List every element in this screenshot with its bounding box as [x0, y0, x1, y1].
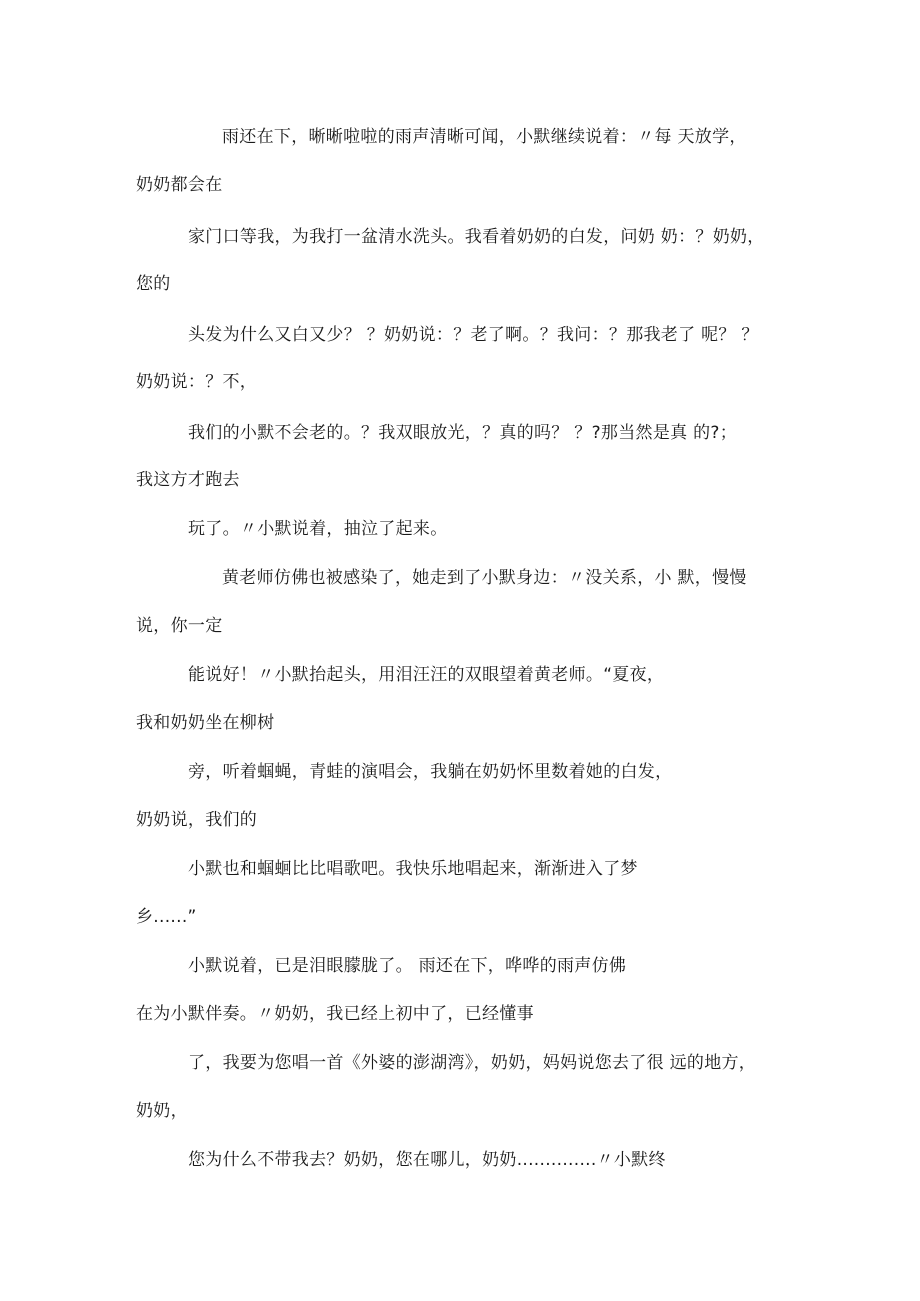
- text-line: 您为什么不带我去？奶奶，您在哪儿，奶奶..............〃小默终: [188, 1150, 666, 1170]
- text-line: 在为小默伴奏。〃奶奶，我已经上初中了，已经懂事: [136, 1004, 534, 1024]
- text-line: 乡......”: [136, 907, 197, 927]
- text-line: 雨还在下，晰晰啦啦的雨声清晰可闻，小默继续说着：〃每 天放学，: [222, 127, 747, 147]
- text-line: 小默说着，已是泪眼朦胧了。 雨还在下，哗哗的雨声仿佛: [188, 956, 627, 976]
- text-line: 您的: [136, 274, 171, 294]
- text-line: 我们的小默不会老的。？我双眼放光，？真的吗？ ？?那当然是真 的?；: [188, 423, 738, 443]
- text-line: 奶奶都会在: [136, 175, 223, 195]
- text-line: 小默也和蝈蛔比比唱歌吧。我快乐地唱起来，渐渐进入了梦: [188, 859, 638, 879]
- text-line: 奶奶，: [136, 1101, 188, 1121]
- text-line: 奶奶说：？不，: [136, 372, 258, 392]
- text-line: 奶奶说，我们的: [136, 810, 258, 830]
- text-line: 能说好！〃小默抬起头，用泪汪汪的双眼望着黄老师。“夏夜，: [188, 665, 665, 685]
- text-line: 家门口等我，为我打一盆清水洗头。我看着奶奶的白发，问奶 奶：？奶奶，: [188, 227, 765, 247]
- text-line: 我这方才跑去: [136, 470, 240, 490]
- text-line: 黄老师仿佛也被感染了，她走到了小默身边：〃没关系，小 默，慢慢: [222, 568, 747, 588]
- text-line: 说，你一定: [136, 616, 223, 636]
- text-line: 我和奶奶坐在柳树: [136, 713, 275, 733]
- text-line: 了，我要为您唱一首《外婆的澎湖湾》，奶奶，妈妈说您去了很 远的地方，: [188, 1053, 757, 1073]
- text-line: 头发为什么又白又少？ ？奶奶说：？老了啊。？我问：？那我老了 呢？ ？: [188, 325, 759, 345]
- text-line: 玩了。〃小默说着，抽泣了起来。: [188, 519, 448, 539]
- text-line: 旁，听着蝈蝇，青蛙的演唱会，我躺在奶奶怀里数着她的白发，: [188, 762, 673, 782]
